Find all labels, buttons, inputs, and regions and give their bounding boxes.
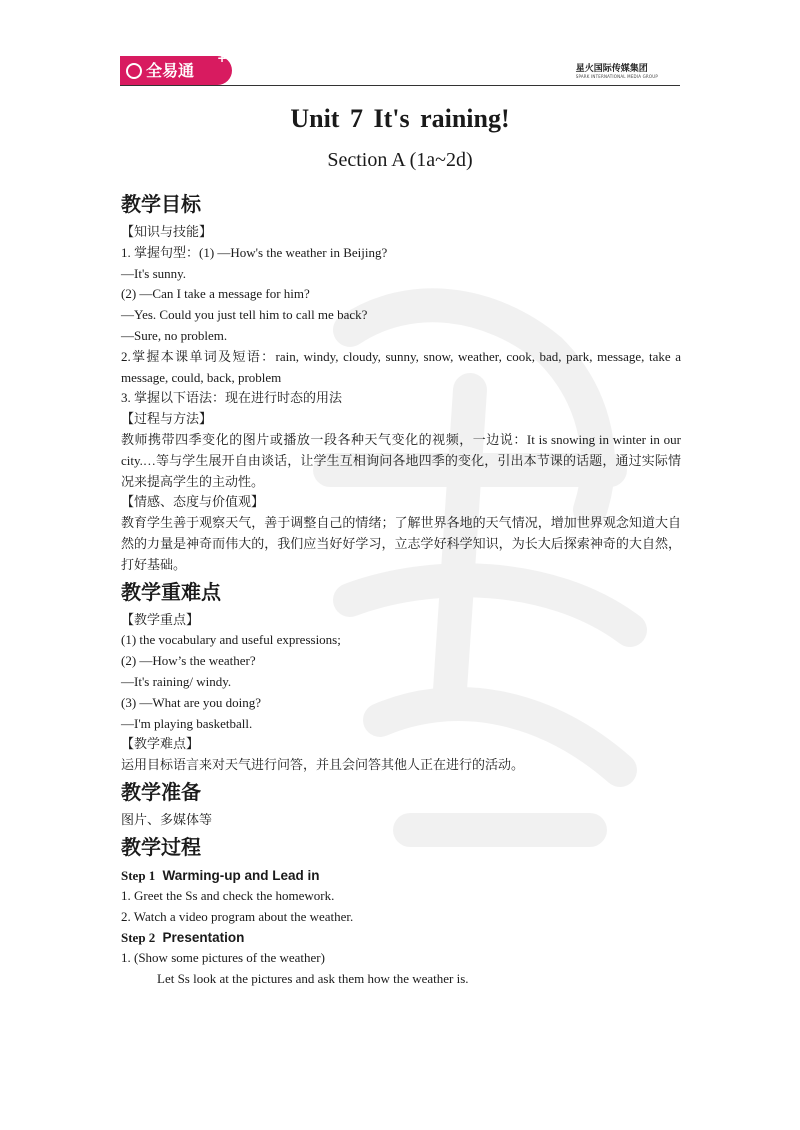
focus-item: (1) the vocabulary and useful expressions; bbox=[121, 632, 341, 648]
knowledge-item: 3. 掌握以下语法：现在进行时态的用法 bbox=[121, 390, 343, 406]
brand bbox=[576, 64, 658, 80]
logo-plus: + bbox=[217, 51, 228, 65]
step-1-heading bbox=[121, 865, 681, 886]
step-2-title: Presentation bbox=[162, 930, 245, 946]
step-item: Let Ss look at the pictures and ask them how the weather is. bbox=[157, 971, 469, 987]
header-rule bbox=[120, 85, 680, 86]
step-item: 1. Greet the Ss and check the homework. bbox=[121, 887, 335, 903]
step-item: 1. (Show some pictures of the weather) bbox=[121, 950, 325, 966]
focus-item: —I'm playing basketball. bbox=[121, 715, 253, 731]
step-1-label: Step 1 bbox=[121, 867, 156, 883]
knowledge-item: —Yes. Could you just tell him to call me back? bbox=[121, 307, 368, 323]
heading-procedure: 教学过程 bbox=[121, 834, 201, 859]
page-header bbox=[120, 51, 680, 88]
step-2-label: Step 2 bbox=[121, 930, 156, 946]
logo-mark-icon bbox=[126, 63, 142, 79]
brand-cn: 星火国际传媒集团 bbox=[575, 64, 648, 74]
focus-item: (3) —What are you doing? bbox=[121, 694, 262, 710]
emotion-label: 【情感、态度与价值观】 bbox=[121, 494, 265, 510]
preparation-text: 图片、多媒体等 bbox=[121, 811, 213, 827]
process-label: 【过程与方法】 bbox=[121, 411, 213, 427]
heading-key-points: 教学重难点 bbox=[121, 579, 221, 604]
emotion-text: 教育学生善于观察天气，善于调整自己的情绪；了解世界各地的天气情况，增加世界观念知道大自然的力量是神奇而伟大的，我们应当好好学习，立志学好科学知识，为长大后探索神奇的大自然，打好基础。 bbox=[121, 515, 681, 572]
document-body bbox=[121, 188, 681, 990]
page-title: Unit 7 It's raining! bbox=[290, 104, 510, 133]
logo-text: 全易通 bbox=[146, 61, 195, 80]
knowledge-label: 【知识与技能】 bbox=[121, 224, 213, 239]
difficulty-label: 【教学难点】 bbox=[121, 736, 200, 752]
step-1-title: Warming-up and Lead in bbox=[162, 867, 320, 883]
heading-preparation: 教学准备 bbox=[121, 779, 201, 804]
knowledge-item: (2) —Can I take a message for him? bbox=[121, 286, 310, 302]
heading-objectives: 教学目标 bbox=[121, 192, 201, 216]
knowledge-item: —Sure, no problem. bbox=[121, 327, 228, 343]
process-text: 教师携带四季变化的图片或播放一段各种天气变化的视频，一边说：It is snowing in winter in our city.…等与学生展开自由谈话，让学生互相询问各地四季的变化，引出本节课的话题，通过实际情况来提高学生的主动性。 bbox=[121, 431, 681, 489]
knowledge-item: —It's sunny. bbox=[121, 265, 187, 281]
step-item: 2. Watch a video program about the weather. bbox=[121, 908, 354, 924]
brand-en: SPARK INTERNATIONAL MEDIA GROUP bbox=[575, 74, 658, 79]
difficulty-text: 运用目标语言来对天气进行问答，并且会问答其他人正在进行的活动。 bbox=[121, 757, 525, 773]
knowledge-item: 1. 掌握句型：(1) —How's the weather in Beijing? bbox=[121, 244, 388, 260]
knowledge-item: 2.掌握本课单词及短语：rain, windy, cloudy, sunny, snow, weather, cook, bad, park, message, take a message, could, back, problem bbox=[121, 348, 681, 385]
focus-item: —It's raining/ windy. bbox=[121, 673, 232, 689]
focus-label: 【教学重点】 bbox=[121, 611, 200, 627]
step-2-heading bbox=[121, 927, 681, 948]
focus-item: (2) —How’s the weather? bbox=[121, 653, 256, 669]
page-subtitle: Section A (1a~2d) bbox=[327, 149, 473, 171]
logo bbox=[120, 51, 232, 85]
